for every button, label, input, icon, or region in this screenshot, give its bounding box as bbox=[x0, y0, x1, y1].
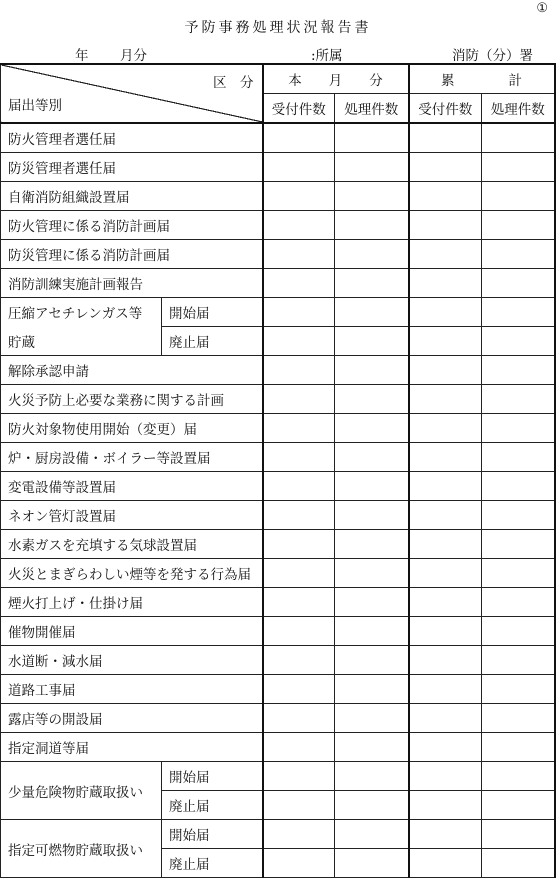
table-row bbox=[1, 153, 555, 182]
row-cumulative-processed[interactable] bbox=[482, 559, 555, 588]
row-cumulative-processed[interactable] bbox=[482, 385, 555, 414]
row-cumulative-received[interactable] bbox=[409, 240, 482, 269]
row-month-processed[interactable] bbox=[335, 269, 409, 298]
row-label: 変電設備等設置届 bbox=[1, 472, 263, 501]
row-month-received[interactable] bbox=[263, 501, 335, 530]
acetylene-label-top: 圧縮アセチレンガス等 bbox=[1, 298, 162, 327]
row-month-processed[interactable] bbox=[335, 356, 409, 385]
row-month-processed[interactable] bbox=[335, 472, 409, 501]
row-month-received[interactable] bbox=[263, 588, 335, 617]
table-row bbox=[1, 530, 555, 559]
row-cumulative-processed[interactable] bbox=[482, 588, 555, 617]
small-hazard-label: 少量危険物貯蔵取扱い bbox=[1, 762, 162, 820]
row-cumulative-processed[interactable] bbox=[482, 269, 555, 298]
acetylene-end-month-processed[interactable] bbox=[335, 327, 409, 356]
table-row bbox=[1, 704, 555, 733]
row-cumulative-processed[interactable] bbox=[482, 153, 555, 182]
row-cumulative-processed[interactable] bbox=[482, 211, 555, 240]
row-label: 水道断・減水届 bbox=[1, 646, 263, 675]
row-month-received[interactable] bbox=[263, 704, 335, 733]
header-row-1 bbox=[1, 64, 555, 94]
acetylene-end-month-received[interactable] bbox=[263, 327, 335, 356]
header-diagonal-cell bbox=[1, 64, 263, 123]
row-cumulative-received[interactable] bbox=[409, 211, 482, 240]
row-month-received[interactable] bbox=[263, 443, 335, 472]
row-month-received[interactable] bbox=[263, 559, 335, 588]
table-row bbox=[1, 675, 555, 704]
row-cumulative-processed[interactable] bbox=[482, 356, 555, 385]
row-cumulative-received[interactable] bbox=[409, 443, 482, 472]
row-cumulative-processed[interactable] bbox=[482, 472, 555, 501]
row-label: ネオン管灯設置届 bbox=[1, 501, 263, 530]
row-label: 催物開催届 bbox=[1, 617, 263, 646]
row-label: 火災予防上必要な業務に関する計画 bbox=[1, 385, 263, 414]
row-cumulative-received[interactable] bbox=[409, 704, 482, 733]
table-row bbox=[1, 327, 555, 356]
table-row bbox=[1, 356, 555, 385]
table-row bbox=[1, 182, 555, 211]
row-label: 防災管理に係る消防計画届 bbox=[1, 240, 263, 269]
row-month-processed[interactable] bbox=[335, 588, 409, 617]
cumulative-processed-header: 処理件数 bbox=[482, 94, 555, 124]
row-cumulative-received[interactable] bbox=[409, 559, 482, 588]
row-month-received[interactable] bbox=[263, 269, 335, 298]
row-month-processed[interactable] bbox=[335, 733, 409, 762]
table-row bbox=[1, 617, 555, 646]
row-month-processed[interactable] bbox=[335, 123, 409, 153]
acetylene-start-cumulative-processed[interactable] bbox=[482, 298, 555, 327]
table-row bbox=[1, 472, 555, 501]
designated-combustible-start-cumulative-processed[interactable] bbox=[482, 820, 555, 849]
row-cumulative-processed[interactable] bbox=[482, 123, 555, 153]
this-month-received-header: 受付件数 bbox=[263, 94, 335, 124]
page-number: ① bbox=[536, 1, 548, 16]
table-row bbox=[1, 588, 555, 617]
report-table bbox=[0, 63, 556, 878]
row-month-received[interactable] bbox=[263, 617, 335, 646]
row-label: 防火管理者選任届 bbox=[1, 123, 263, 153]
row-cumulative-processed[interactable] bbox=[482, 704, 555, 733]
row-label: 自衛消防組織設置届 bbox=[1, 182, 263, 211]
row-cumulative-processed[interactable] bbox=[482, 443, 555, 472]
acetylene-start-label: 開始届 bbox=[162, 298, 263, 327]
table-row bbox=[1, 559, 555, 588]
row-cumulative-processed[interactable] bbox=[482, 240, 555, 269]
table-row bbox=[1, 414, 555, 443]
row-month-processed[interactable] bbox=[335, 240, 409, 269]
row-cumulative-processed[interactable] bbox=[482, 675, 555, 704]
row-month-processed[interactable] bbox=[335, 211, 409, 240]
row-label: 防災管理者選任届 bbox=[1, 153, 263, 182]
table-row bbox=[1, 385, 555, 414]
row-cumulative-received[interactable] bbox=[409, 385, 482, 414]
row-month-processed[interactable] bbox=[335, 646, 409, 675]
row-month-processed[interactable] bbox=[335, 443, 409, 472]
row-month-received[interactable] bbox=[263, 414, 335, 443]
fire-department-label: 消防（分）署 bbox=[452, 48, 533, 64]
row-cumulative-received[interactable] bbox=[409, 675, 482, 704]
row-label: 防火対象物使用開始（変更）届 bbox=[1, 414, 263, 443]
row-month-processed[interactable] bbox=[335, 501, 409, 530]
row-label: 煙火打上げ・仕掛け届 bbox=[1, 588, 263, 617]
cumulative-header: 累 計 bbox=[409, 64, 555, 94]
designated-combustible-end-month-processed[interactable] bbox=[335, 849, 409, 878]
table-row bbox=[1, 646, 555, 675]
table-row bbox=[1, 443, 555, 472]
row-label: 消防訓練実施計画報告 bbox=[1, 269, 263, 298]
small-hazard-start-month-received[interactable] bbox=[263, 762, 335, 791]
row-cumulative-received[interactable] bbox=[409, 414, 482, 443]
row-month-received[interactable] bbox=[263, 123, 335, 153]
small-hazard-start-label: 開始届 bbox=[162, 762, 263, 791]
small-hazard-start-cumulative-processed[interactable] bbox=[482, 762, 555, 791]
acetylene-end-cumulative-processed[interactable] bbox=[482, 327, 555, 356]
row-month-processed[interactable] bbox=[335, 617, 409, 646]
row-cumulative-received[interactable] bbox=[409, 123, 482, 153]
small-hazard-end-month-processed[interactable] bbox=[335, 791, 409, 820]
row-month-processed[interactable] bbox=[335, 414, 409, 443]
row-cumulative-received[interactable] bbox=[409, 617, 482, 646]
row-month-received[interactable] bbox=[263, 472, 335, 501]
table-row bbox=[1, 820, 555, 849]
row-cumulative-received[interactable] bbox=[409, 530, 482, 559]
designated-combustible-start-cumulative-received[interactable] bbox=[409, 820, 482, 849]
table-row bbox=[1, 240, 555, 269]
small-hazard-end-cumulative-received[interactable] bbox=[409, 791, 482, 820]
row-cumulative-received[interactable] bbox=[409, 472, 482, 501]
row-cumulative-received[interactable] bbox=[409, 269, 482, 298]
row-label: 防火管理に係る消防計画届 bbox=[1, 211, 263, 240]
row-month-processed[interactable] bbox=[335, 385, 409, 414]
report-title: 予防事務処理状況報告書 bbox=[184, 20, 372, 36]
small-hazard-start-month-processed[interactable] bbox=[335, 762, 409, 791]
small-hazard-start-cumulative-received[interactable] bbox=[409, 762, 482, 791]
row-month-received[interactable] bbox=[263, 646, 335, 675]
row-cumulative-received[interactable] bbox=[409, 501, 482, 530]
acetylene-end-cumulative-received[interactable] bbox=[409, 327, 482, 356]
designated-combustible-end-label: 廃止届 bbox=[162, 849, 263, 878]
designated-combustible-start-month-received[interactable] bbox=[263, 820, 335, 849]
designated-combustible-start-label: 開始届 bbox=[162, 820, 263, 849]
todoke-label: 届出等別 bbox=[8, 98, 62, 114]
row-month-processed[interactable] bbox=[335, 675, 409, 704]
row-cumulative-processed[interactable] bbox=[482, 182, 555, 211]
acetylene-start-month-received[interactable] bbox=[263, 298, 335, 327]
this-month-processed-header: 処理件数 bbox=[335, 94, 409, 124]
cumulative-received-header: 受付件数 bbox=[409, 94, 482, 124]
row-label: 解除承認申請 bbox=[1, 356, 263, 385]
row-month-processed[interactable] bbox=[335, 530, 409, 559]
designated-combustible-end-cumulative-processed[interactable] bbox=[482, 849, 555, 878]
row-cumulative-received[interactable] bbox=[409, 182, 482, 211]
row-cumulative-received[interactable] bbox=[409, 646, 482, 675]
row-month-received[interactable] bbox=[263, 530, 335, 559]
row-month-received[interactable] bbox=[263, 675, 335, 704]
row-month-processed[interactable] bbox=[335, 153, 409, 182]
table-row bbox=[1, 298, 555, 327]
row-cumulative-received[interactable] bbox=[409, 588, 482, 617]
row-month-received[interactable] bbox=[263, 385, 335, 414]
row-cumulative-received[interactable] bbox=[409, 153, 482, 182]
designated-combustible-start-month-processed[interactable] bbox=[335, 820, 409, 849]
acetylene-end-label: 廃止届 bbox=[162, 327, 263, 356]
row-month-processed[interactable] bbox=[335, 559, 409, 588]
small-hazard-end-month-received[interactable] bbox=[263, 791, 335, 820]
row-month-processed[interactable] bbox=[335, 704, 409, 733]
row-month-received[interactable] bbox=[263, 153, 335, 182]
row-month-received[interactable] bbox=[263, 211, 335, 240]
year-label: 年 bbox=[75, 48, 89, 64]
small-hazard-end-label: 廃止届 bbox=[162, 791, 263, 820]
acetylene-start-month-processed[interactable] bbox=[335, 298, 409, 327]
designated-combustible-label: 指定可燃物貯蔵取扱い bbox=[1, 820, 162, 878]
row-month-received[interactable] bbox=[263, 733, 335, 762]
row-label: 露店等の開設届 bbox=[1, 704, 263, 733]
table-row bbox=[1, 762, 555, 791]
row-month-processed[interactable] bbox=[335, 182, 409, 211]
small-hazard-end-cumulative-processed[interactable] bbox=[482, 791, 555, 820]
acetylene-label-bottom: 貯蔵 bbox=[1, 327, 162, 356]
month-label: 月分 bbox=[120, 48, 147, 64]
table-row bbox=[1, 211, 555, 240]
table-row bbox=[1, 123, 555, 153]
row-cumulative-received[interactable] bbox=[409, 733, 482, 762]
row-cumulative-processed[interactable] bbox=[482, 530, 555, 559]
table-row bbox=[1, 733, 555, 762]
row-cumulative-processed[interactable] bbox=[482, 646, 555, 675]
row-label: 道路工事届 bbox=[1, 675, 263, 704]
row-label: 指定洞道等届 bbox=[1, 733, 263, 762]
kubun-label: 区 分 bbox=[213, 75, 254, 91]
this-month-header: 本 月 分 bbox=[263, 64, 409, 94]
table-row bbox=[1, 269, 555, 298]
row-cumulative-processed[interactable] bbox=[482, 617, 555, 646]
row-month-received[interactable] bbox=[263, 356, 335, 385]
acetylene-start-cumulative-received[interactable] bbox=[409, 298, 482, 327]
designated-combustible-end-cumulative-received[interactable] bbox=[409, 849, 482, 878]
row-cumulative-processed[interactable] bbox=[482, 733, 555, 762]
row-month-received[interactable] bbox=[263, 182, 335, 211]
table-row bbox=[1, 501, 555, 530]
row-month-received[interactable] bbox=[263, 240, 335, 269]
row-cumulative-processed[interactable] bbox=[482, 414, 555, 443]
row-label: 水素ガスを充填する気球設置届 bbox=[1, 530, 263, 559]
row-cumulative-processed[interactable] bbox=[482, 501, 555, 530]
row-label: 炉・厨房設備・ボイラー等設置届 bbox=[1, 443, 263, 472]
affiliation-label: :所属 bbox=[311, 48, 343, 64]
designated-combustible-end-month-received[interactable] bbox=[263, 849, 335, 878]
row-label: 火災とまぎらわしい煙等を発する行為届 bbox=[1, 559, 263, 588]
row-cumulative-received[interactable] bbox=[409, 356, 482, 385]
